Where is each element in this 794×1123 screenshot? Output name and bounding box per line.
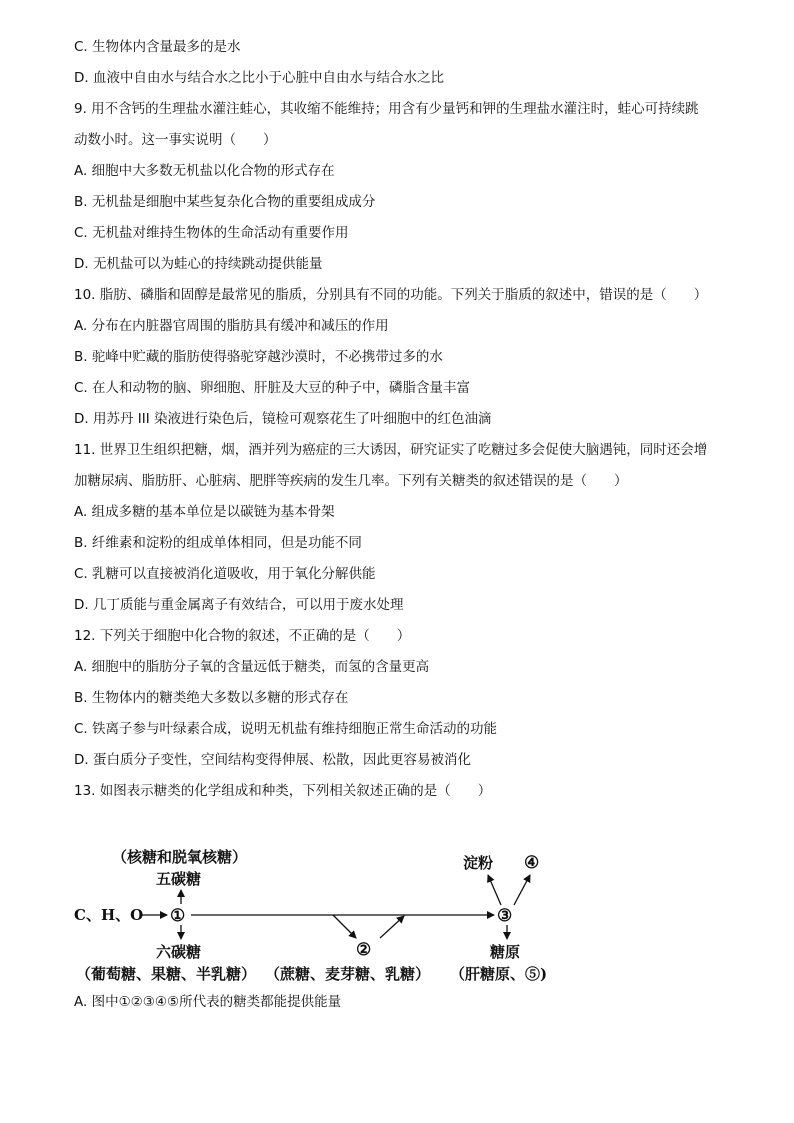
question-9-option-d: D. 无机盐可以为蛙心的持续跳动提供能量 [74,256,323,272]
question-13-option-a: A. 图中①②③④⑤所代表的糖类都能提供能量 [74,994,342,1010]
hexose-label: 六碳糖 [156,943,202,961]
question-11-option-d: D. 几丁质能与重金属离子有效结合，可以用于废水处理 [74,597,404,613]
glycogen-label: 糖原 [490,943,521,961]
question-11-option-a: A. 组成多糖的基本单位是以碳链为基本骨架 [74,504,335,520]
question-9-stem-cont: 动数小时。这一事实说明（ ） [74,132,277,148]
hexose-examples-label: （葡萄糖、果糖、半乳糖） [76,965,257,983]
question-10-stem: 10. 脂肪、磷脂和固醇是最常见的脂质，分别具有不同的功能。下列关于脂质的叙述中，错误的是（ ） [74,287,708,303]
text-line: D. 血液中自由水与结合水之比小于心脏中自由水与结合水之比 [74,70,444,86]
text-line: C. 生物体内含量最多的是水 [74,39,241,55]
node-2: ② [356,940,372,960]
arrow-to-starch [488,875,501,905]
starch-label: 淀粉 [463,854,494,872]
question-9-option-a: A. 细胞中大多数无机盐以化合物的形式存在 [74,163,335,179]
question-10-option-b: B. 驼峰中贮藏的脂肪使得骆驼穿越沙漠时，不必携带过多的水 [74,349,443,365]
question-10-option-a: A. 分布在内脏器官周围的脂肪具有缓冲和减压的作用 [74,318,389,334]
question-12-option-a: A. 细胞中的脂肪分子氧的含量远低于糖类，而氢的含量更高 [74,659,430,675]
question-9-option-c: C. 无机盐对维持生物体的生命活动有重要作用 [74,225,349,241]
pentose-label: 五碳糖 [156,870,202,888]
question-11-stem-cont: 加糖尿病、脂肪肝、心脏病、肥胖等疾病的发生几率。下列有关糖类的叙述错误的是（ ） [74,473,628,489]
question-11-stem: 11. 世界卫生组织把糖，烟，酒并列为癌症的三大诱因，研究证实了吃糖过多会促使大脑遇钝，同时还会增 [74,442,708,458]
question-10-option-d: D. 用苏丹 III 染液进行染色后，镜检可观察花生了叶细胞中的红色油滴 [74,411,492,427]
question-12-stem: 12. 下列关于细胞中化合物的叙述，不正确的是（ ） [74,628,411,644]
disaccharides-label: （蔗糖、麦芽糖、乳糖） [265,965,431,983]
question-9-stem: 9. 用不含钙的生理盐水灌注蛙心，其收缩不能维持；用含有少量钙和钾的生理盐水灌注时，蛙心可持续跳 [74,101,699,117]
arrow-from-node2 [380,916,404,938]
glycogen-examples-label: （肝糖原、⑤) [450,965,548,983]
question-11-option-b: B. 纤维素和淀粉的组成单体相同，但是功能不同 [74,535,362,551]
elements-label: C、H、O [74,906,144,924]
question-12-option-c: C. 铁离子参与叶绿素合成，说明无机盐有维持细胞正常生命活动的功能 [74,721,498,737]
question-11-option-c: C. 乳糖可以直接被消化道吸收，用于氧化分解供能 [74,566,376,582]
question-12-option-b: B. 生物体内的糖类绝大多数以多糖的形式存在 [74,690,349,706]
arrow-to-node2 [333,915,356,938]
question-12-option-d: D. 蛋白质分子变性，空间结构变得伸展、松散，因此更容易被消化 [74,752,471,768]
sugar-classification-diagram [60,842,680,992]
question-9-option-b: B. 无机盐是细胞中某些复杂化合物的重要组成成分 [74,194,376,210]
question-10-option-c: C. 在人和动物的脑、卵细胞、肝脏及大豆的种子中，磷脂含量丰富 [74,380,471,396]
pentose-examples-label: （核糖和脱氧核糖） [112,848,248,866]
node-4: ④ [524,853,540,873]
node-1: ① [170,906,186,926]
arrow-to-node4 [514,875,530,905]
node-3: ③ [497,906,513,926]
question-13-stem: 13. 如图表示糖类的化学组成和种类，下列相关叙述正确的是（ ） [74,783,492,799]
